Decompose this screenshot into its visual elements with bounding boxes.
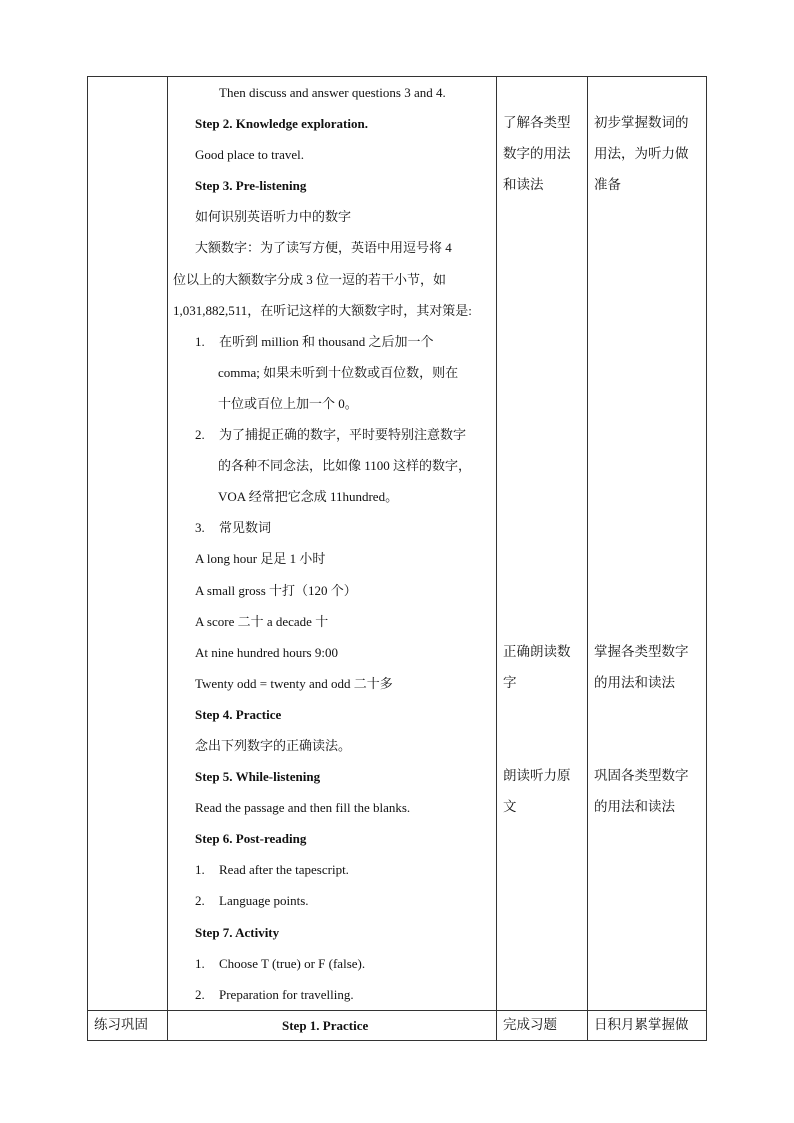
- line-text: 常见数词: [219, 520, 272, 536]
- list-number: 2.: [195, 893, 205, 909]
- procedure-line: [168, 170, 496, 201]
- activity-line: 了解各类型: [503, 115, 571, 132]
- table-row: [88, 77, 707, 1011]
- procedure-line: [168, 77, 496, 108]
- procedure-line: [168, 481, 496, 512]
- procedure-line: [168, 357, 496, 388]
- line-text: Twenty odd = twenty and odd 二十多: [195, 675, 393, 691]
- line-text: 1,031,882,511，在听记这样的大额数字时，其对策是:: [173, 302, 472, 318]
- activity-lines: [497, 77, 587, 823]
- line-text: 位以上的大额数字分成 3 位一逗的若干小节，如: [173, 271, 447, 287]
- intent-cell: [588, 1010, 707, 1040]
- intent-line: 的用法和读法: [594, 674, 675, 691]
- procedure-line: [168, 201, 496, 232]
- intent-text: 日积月累掌握做: [594, 1016, 689, 1033]
- line-text: Step 2. Knowledge exploration.: [195, 116, 368, 132]
- procedure-line: [168, 637, 496, 668]
- procedure-line: [168, 761, 496, 792]
- line-text: 的各种不同念法，比如像 1100 这样的数字，: [218, 458, 472, 474]
- step-heading: Step 1. Practice: [282, 1017, 369, 1033]
- list-number: 1.: [195, 955, 205, 971]
- intent-line: 准备: [594, 177, 621, 194]
- procedure-line: [168, 512, 496, 543]
- intent-line: 掌握各类型数字: [594, 643, 689, 660]
- spacer: [497, 699, 587, 761]
- list-number: 2.: [195, 986, 205, 1002]
- stage-cell: [88, 1010, 168, 1040]
- line-text: 为了捕捉正确的数字，平时要特别注意数字: [219, 427, 467, 443]
- line-text: 大额数字：为了读写方便，英语中用逗号将 4: [195, 240, 452, 256]
- procedure-cell: [168, 1010, 497, 1040]
- line-text: Language points.: [219, 893, 309, 909]
- line-text: Step 7. Activity: [195, 924, 280, 940]
- stage-cell-empty: [88, 77, 168, 1011]
- intent-line: 用法，为听力做: [594, 146, 689, 163]
- activity-line: 数字的用法: [503, 146, 571, 163]
- line-text: A score 二十 a decade 十: [195, 613, 329, 629]
- line-text: At nine hundred hours 9:00: [195, 644, 338, 660]
- procedure-lines: [168, 77, 496, 1010]
- procedure-line: [168, 606, 496, 637]
- procedure-line: [168, 419, 496, 450]
- intent-line: 的用法和读法: [594, 799, 675, 816]
- activity-line: 字: [503, 674, 517, 691]
- activity-line: 文: [503, 799, 517, 816]
- procedure-line: [168, 823, 496, 854]
- line-text: A small gross 十打（120 个）: [195, 582, 357, 598]
- activity-cell: [497, 1010, 588, 1040]
- procedure-line: [168, 388, 496, 419]
- spacer: [588, 201, 706, 636]
- procedure-line: [168, 885, 496, 916]
- line-text: A long hour 足足 1 小时: [195, 551, 326, 567]
- line-text: Step 3. Pre-listening: [195, 178, 307, 194]
- procedure-line: [168, 917, 496, 948]
- student-activity-cell: [497, 77, 588, 1011]
- spacer: [497, 201, 587, 636]
- design-intent-cell: [588, 77, 707, 1011]
- line-text: Choose T (true) or F (false).: [219, 955, 366, 971]
- procedure-line: [168, 792, 496, 823]
- procedure-line: [168, 699, 496, 730]
- line-text: 如何识别英语听力中的数字: [195, 209, 352, 225]
- list-number: 1.: [195, 862, 205, 878]
- line-text: Read the passage and then fill the blanks.: [195, 800, 411, 816]
- stage-label: 练习巩固: [94, 1016, 148, 1033]
- procedure-line: [168, 232, 496, 263]
- procedure-line: [168, 948, 496, 979]
- procedure-line: [168, 139, 496, 170]
- line-text: 十位或百位上加一个 0。: [218, 395, 358, 411]
- procedure-line: [168, 979, 496, 1010]
- intent-line: 巩固各类型数字: [594, 768, 689, 785]
- activity-line: 和读法: [503, 177, 544, 194]
- activity-line: 正确朗读数: [503, 643, 571, 660]
- spacer: [588, 699, 706, 761]
- procedure-line: [168, 730, 496, 761]
- procedure-line: [168, 543, 496, 574]
- procedure-line: [168, 668, 496, 699]
- activity-text: 完成习题: [503, 1016, 557, 1033]
- line-text: Read after the tapescript.: [219, 862, 349, 878]
- list-number: 3.: [195, 520, 205, 536]
- intent-lines: [588, 77, 706, 823]
- line-text: 念出下列数字的正确读法。: [195, 737, 352, 753]
- line-text: VOA 经常把它念成 11hundred。: [218, 489, 399, 505]
- line-text: Then discuss and answer questions 3 and 4.: [219, 85, 446, 100]
- teaching-procedure-cell: [168, 77, 497, 1011]
- line-text: Step 5. While-listening: [195, 769, 321, 785]
- line-text: Preparation for travelling.: [219, 986, 354, 1002]
- procedure-line: [168, 575, 496, 606]
- table-row: [88, 1010, 707, 1040]
- lesson-plan-table: [87, 76, 707, 1041]
- list-number: 2.: [195, 427, 205, 443]
- line-text: Step 6. Post-reading: [195, 831, 307, 847]
- line-text: 在听到 million 和 thousand 之后加一个: [219, 333, 434, 349]
- activity-line: 朗读听力原: [503, 768, 571, 785]
- procedure-line: [168, 854, 496, 885]
- procedure-line: [168, 295, 496, 326]
- spacer: [588, 77, 706, 108]
- intent-line: 初步掌握数词的: [594, 115, 689, 132]
- line-text: Step 4. Practice: [195, 706, 282, 722]
- spacer: [497, 77, 587, 108]
- list-number: 1.: [195, 333, 205, 349]
- procedure-line: [168, 108, 496, 139]
- line-text: Good place to travel.: [195, 147, 305, 163]
- procedure-line: [168, 450, 496, 481]
- procedure-line: [168, 264, 496, 295]
- procedure-line: [168, 326, 496, 357]
- line-text: comma; 如果未听到十位数或百位数，则在: [218, 364, 459, 380]
